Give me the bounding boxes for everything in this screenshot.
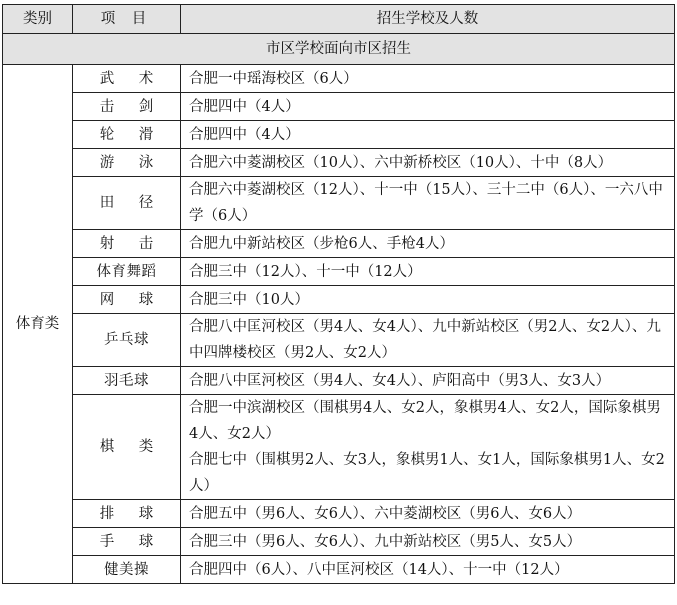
header-category: 类别: [3, 5, 73, 34]
item-cell: 射 击: [73, 230, 181, 258]
detail-cell: 合肥四中（6人）、八中匡河校区（14人）、十一中（12人）: [181, 556, 675, 584]
table-row: [3, 528, 675, 556]
detail-cell: 合肥三中（12人）、十一中（12人）: [181, 258, 675, 286]
item-cell: 田 径: [73, 177, 181, 230]
item-cell: 武 术: [73, 65, 181, 93]
detail-cell: 合肥四中（4人）: [181, 121, 675, 149]
item-cell: 棋 类: [73, 395, 181, 500]
detail-line: 合肥一中滨湖校区（围棋男4人、女2人，象棋男4人、女2人，国际象棋男4人、女2人）: [189, 400, 661, 442]
category-cell: 体育类: [3, 65, 73, 584]
item-cell: 健美操: [73, 556, 181, 584]
item-cell: 游 泳: [73, 149, 181, 177]
table-row: [3, 93, 675, 121]
item-cell: 乒乓球: [73, 314, 181, 367]
detail-cell: 合肥三中（男6人、女6人）、九中新站校区（男5人、女5人）: [181, 528, 675, 556]
table-row: [3, 121, 675, 149]
item-cell: 轮 滑: [73, 121, 181, 149]
table-row: [3, 149, 675, 177]
item-cell: 击 剑: [73, 93, 181, 121]
table-row: [3, 65, 675, 93]
header-schools: 招生学校及人数: [181, 5, 675, 34]
section-row: [3, 34, 675, 65]
item-cell: 排 球: [73, 500, 181, 528]
table-row: [3, 395, 675, 500]
section-title: 市区学校面向市区招生: [3, 34, 675, 65]
enrollment-table: [2, 4, 675, 584]
table-row: [3, 258, 675, 286]
item-cell: 体育舞蹈: [73, 258, 181, 286]
table-row: [3, 367, 675, 395]
detail-cell: 合肥八中匡河校区（男4人、女4人）、庐阳高中（男3人、女3人）: [181, 367, 675, 395]
detail-cell: 合肥一中瑶海校区（6人）: [181, 65, 675, 93]
item-cell: 羽毛球: [73, 367, 181, 395]
header-row: [3, 5, 675, 34]
table-row: [3, 556, 675, 584]
detail-cell: 合肥四中（4人）: [181, 93, 675, 121]
item-cell: 手 球: [73, 528, 181, 556]
table-row: [3, 500, 675, 528]
table-row: [3, 177, 675, 230]
table-row: [3, 230, 675, 258]
detail-cell: 合肥五中（男6人、女6人）、六中菱湖校区（男6人、女6人）: [181, 500, 675, 528]
item-cell: 网 球: [73, 286, 181, 314]
detail-cell: 合肥九中新站校区（步枪6人、手枪4人）: [181, 230, 675, 258]
table-row: [3, 314, 675, 367]
detail-cell: 合肥八中匡河校区（男4人、女4人）、九中新站校区（男2人、女2人）、九中四牌楼校区（男2人、女2人）: [181, 314, 675, 367]
detail-cell: 合肥六中菱湖校区（12人）、十一中（15人）、三十二中（6人）、一六八中学（6人）: [181, 177, 675, 230]
table-row: [3, 286, 675, 314]
detail-cell: 合肥六中菱湖校区（10人）、六中新桥校区（10人）、十中（8人）: [181, 149, 675, 177]
header-item: 项 目: [73, 5, 181, 34]
detail-cell: [181, 395, 675, 500]
detail-cell: 合肥三中（10人）: [181, 286, 675, 314]
detail-line: 合肥七中（围棋男2人、女3人，象棋男1人、女1人，国际象棋男1人、女2人）: [189, 452, 665, 494]
